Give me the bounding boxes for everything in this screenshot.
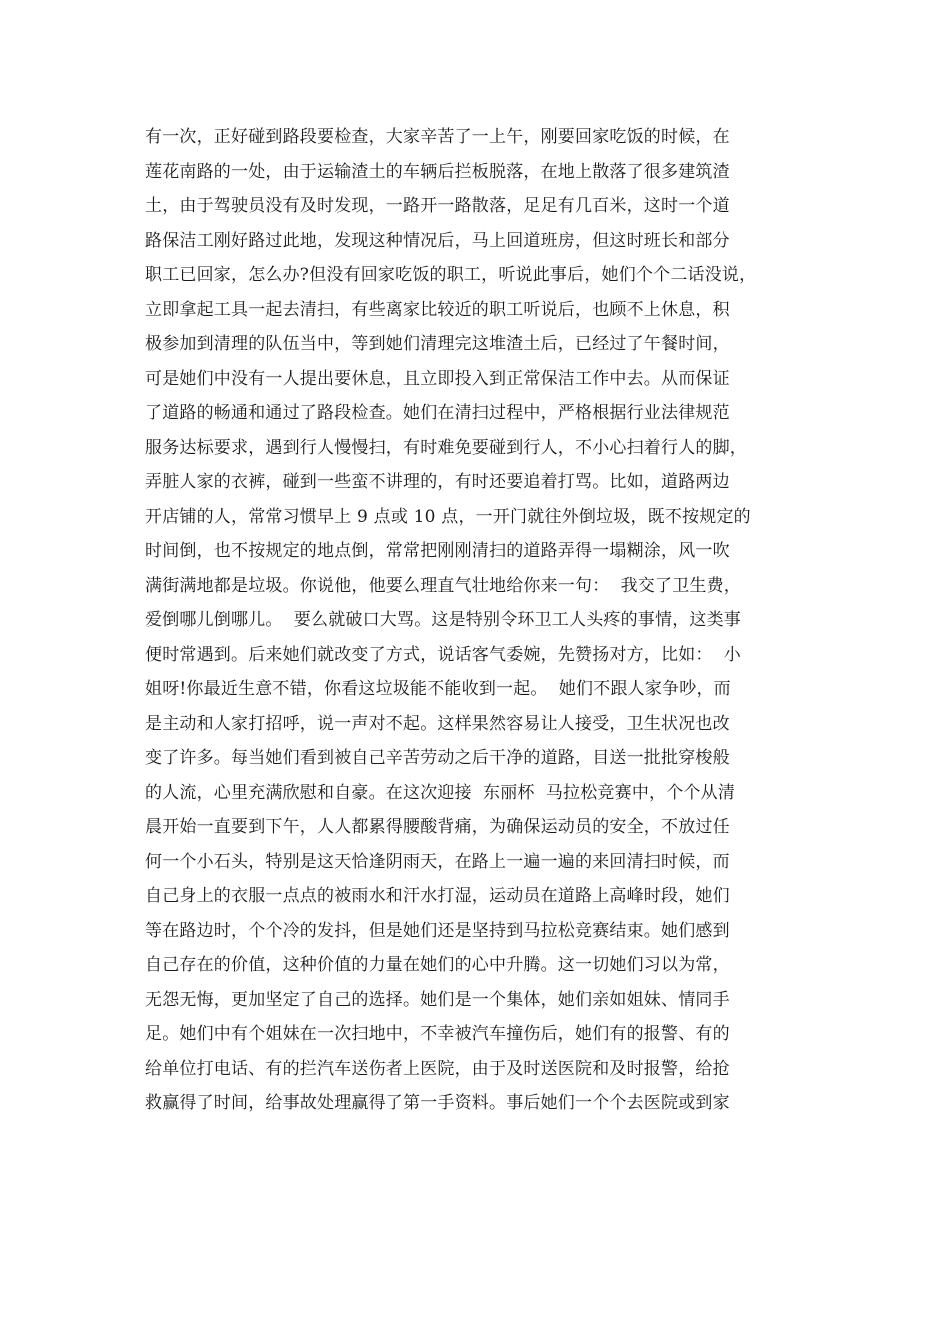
text-line: 给单位打电话、有的拦汽车送伤者上医院，由于及时送医院和及时报警，给抢: [145, 1058, 730, 1079]
text-line: 职工已回家，怎么办?但没有回家吃饭的职工，听说此事后，她们个个二话没说，: [145, 265, 757, 285]
text-line: 了道路的畅通和通过了路段检查。她们在清扫过程中，严格根据行业法律规范: [145, 403, 730, 423]
text-line: 弄脏人家的衣裤，碰到一些蛮不讲理的，有时还要追着打骂。比如，道路两边: [145, 472, 730, 492]
text-line: 等在路边时，个个冷的发抖，但是她们还是坚持到马拉松竞赛结束。她们感到: [145, 920, 730, 941]
text-line: 便时常遇到。后来她们就改变了方式，说话客气委婉，先赞扬对方，比如： 小: [145, 644, 742, 665]
text-line: 自己存在的价值，这种价值的力量在她们的心中升腾。这一切她们习以为常，: [145, 955, 730, 975]
text-line: 足。她们中有个姐妹在一次扫地中，不幸被汽车撞伤后，她们有的报警、有的: [145, 1024, 730, 1044]
text-line: 自己身上的衣服一点点的被雨水和汗水打湿，运动员在道路上高峰时段，她们: [145, 886, 730, 906]
text-line: 路保洁工刚好路过此地，发现这种情况后，马上回道班房，但这时班长和部分: [145, 230, 730, 251]
text-line: 救赢得了时间，给事故处理赢得了第一手资料。事后她们一个个去医院或到家: [145, 1093, 730, 1113]
text-line: 极参加到清理的队伍当中，等到她们清理完这堆渣土后，已经过了午餐时间，: [145, 334, 730, 354]
text-line: 土，由于驾驶员没有及时发现，一路开一路散落，足足有几百米，这时一个道: [145, 196, 730, 216]
text-line: 姐呀!你最近生意不错，你看这垃圾能不能收到一起。 她们不跟人家争吵，而: [145, 679, 731, 699]
text-line: 晨开始一直要到下午，人人都累得腰酸背痛，为确保运动员的安全，不放过任: [145, 817, 730, 837]
text-line: 立即拿起工具一起去清扫，有些离家比较近的职工听说后，也顾不上休息，积: [145, 299, 730, 320]
text-line: 有一次，正好碰到路段要检查，大家辛苦了一上午，刚要回家吃饭的时候，在: [145, 127, 730, 147]
text-line: 的人流，心里充满欣慰和自豪。在这次迎接 东丽杯 马拉松竞赛中，个个从清: [145, 782, 736, 803]
text-line: 时间倒，也不按规定的地点倒，常常把刚刚清扫的道路弄得一塌糊涂，风一吹: [145, 541, 730, 561]
text-line: 爱倒哪儿倒哪儿。 要么就破口大骂。这是特别令环卫工人头疼的事情，这类事: [145, 610, 742, 630]
text-line: 莲花南路的一处，由于运输渣土的车辆后拦板脱落，在地上散落了很多建筑渣: [145, 161, 730, 182]
body-text: [145, 120, 825, 1121]
text-line: 变了许多。每当她们看到被自己辛苦劳动之后干净的道路，目送一批批穿梭般: [145, 748, 730, 768]
text-line: 服务达标要求，遇到行人慢慢扫，有时难免要碰到行人，不小心扫着行人的脚，: [145, 437, 747, 458]
text-line: 是主动和人家打招呼，说一声对不起。这样果然容易让人接受，卫生状况也改: [145, 713, 730, 734]
text-line: 开店铺的人，常常习惯早上 9 点或 10 点，一开门就往外倒垃圾，既不按规定的: [145, 506, 751, 527]
text-line: 无怨无悔，更加坚定了自己的选择。她们是一个集体，她们亲如姐妹、情同手: [145, 989, 730, 1010]
text-line: 可是她们中没有一人提出要休息，且立即投入到正常保洁工作中去。从而保证: [145, 368, 730, 389]
text-line: 满街满地都是垃圾。你说他，他要么理直气壮地给你来一句： 我交了卫生费，: [145, 575, 742, 596]
text-line: 何一个小石头，特别是这天恰逢阴雨天，在路上一遍一遍的来回清扫时候，而: [145, 851, 730, 872]
